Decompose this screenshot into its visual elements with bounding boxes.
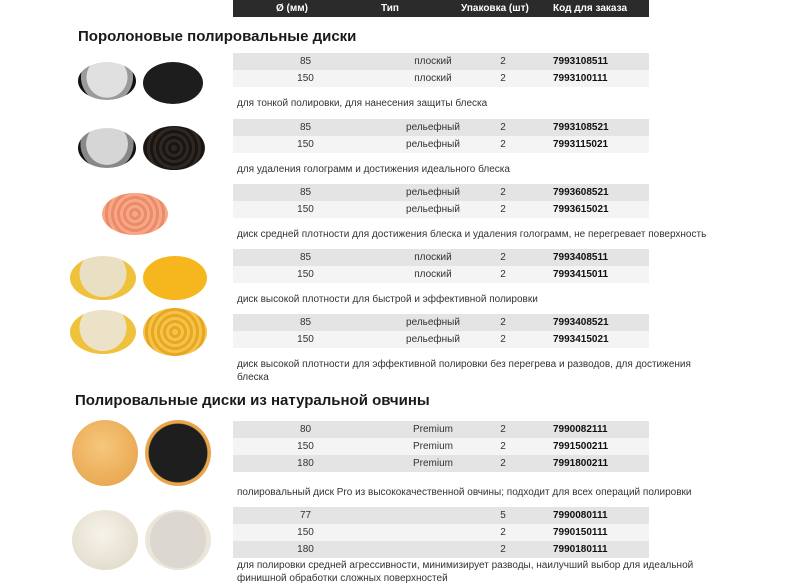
cell-code: 7993415021	[553, 334, 609, 345]
cell-diameter: 80	[299, 424, 312, 435]
table-row	[233, 421, 649, 438]
table-header	[233, 0, 649, 17]
cell-pack: 2	[500, 204, 506, 215]
table-row	[233, 455, 649, 472]
group-description: для тонкой полировки, для нанесения защиты блеска	[237, 98, 488, 109]
table-row	[233, 314, 649, 331]
cell-type: плоский	[414, 73, 452, 84]
cell-pack: 2	[500, 317, 506, 328]
cell-pack: 2	[500, 544, 506, 555]
pad-foam-flat-grey	[78, 62, 136, 100]
cell-pack: 2	[500, 527, 506, 538]
cell-type: рельефный	[406, 122, 460, 133]
cell-pack: 2	[500, 334, 506, 345]
group-description: диск высокой плотности для эффективной полировки без перегрева и разводов, для достижения блеска	[237, 359, 691, 383]
group-description: для полировки средней агрессивности, минимизирует разводы, наилучший выбор для идеальной финишной обработки сложных поверхностей	[237, 560, 694, 584]
cell-type: рельефный	[406, 334, 460, 345]
group-foam-medium	[233, 184, 649, 218]
cell-code: 7993108511	[553, 56, 609, 67]
group-description: диск средней плотности для достижения блеска и удаления голограмм, не перегревает поверхность	[237, 229, 707, 240]
cell-type: рельефный	[406, 317, 460, 328]
pad-foam-waffle-yellow-back	[70, 310, 136, 354]
pad-foam-flat-yellow-back	[70, 256, 136, 300]
section-title-foam: Поролоновые полировальные диски	[78, 28, 357, 45]
pad-foam-waffle-black	[143, 126, 205, 170]
cell-code: 7993415011	[553, 269, 609, 280]
cell-code: 7993608521	[553, 187, 609, 198]
cell-type: рельефный	[406, 187, 460, 198]
group-description: полировальный диск Pro из высококачественной овчины; подходит для всех операций полировки	[237, 487, 692, 498]
cell-diameter: 85	[299, 317, 312, 328]
cell-pack: 2	[500, 458, 506, 469]
cell-code: 7993408521	[553, 317, 609, 328]
group-foam-flat	[233, 53, 649, 87]
cell-type: рельефный	[406, 139, 460, 150]
group-foam-hard-flat	[233, 249, 649, 283]
cell-diameter: 150	[297, 269, 314, 280]
table-row	[233, 136, 649, 153]
table-row	[233, 331, 649, 348]
header-pack: Упаковка (шт)	[461, 3, 529, 14]
cell-diameter: 85	[299, 252, 312, 263]
pad-foam-waffle-orange	[102, 193, 168, 235]
cell-pack: 2	[500, 73, 506, 84]
table-row	[233, 507, 649, 524]
table-row	[233, 53, 649, 70]
cell-diameter: 150	[297, 527, 314, 538]
cell-diameter: 180	[297, 544, 314, 555]
cell-type: плоский	[414, 252, 452, 263]
table-row	[233, 438, 649, 455]
cell-code: 7993108521	[553, 122, 609, 133]
pad-wool-white	[72, 510, 138, 570]
pad-foam-flat-yellow	[143, 256, 207, 300]
cell-code: 7993100111	[553, 73, 608, 84]
cell-diameter: 85	[299, 187, 312, 198]
cell-code: 7991500211	[553, 441, 609, 452]
cell-type: рельефный	[406, 204, 460, 215]
cell-pack: 2	[500, 187, 506, 198]
section-title-wool: Полировальные диски из натуральной овчины	[75, 392, 430, 409]
cell-code: 7993115021	[553, 139, 609, 150]
cell-diameter: 85	[299, 56, 312, 67]
group-foam-waffle	[233, 119, 649, 153]
group-foam-hard-waffle	[233, 314, 649, 348]
cell-code: 7993408511	[553, 252, 609, 263]
cell-pack: 2	[500, 56, 506, 67]
pad-foam-flat-black	[143, 62, 203, 104]
cell-pack: 2	[500, 441, 506, 452]
cell-code: 7990080111	[553, 510, 608, 521]
group-wool-medium	[233, 507, 649, 558]
table-row	[233, 119, 649, 136]
cell-type: Premium	[412, 458, 453, 469]
pad-wool-orange-back	[145, 420, 211, 486]
cell-pack: 2	[500, 424, 506, 435]
cell-pack: 2	[500, 269, 506, 280]
cell-type: Premium	[412, 424, 453, 435]
header-code: Код для заказа	[553, 3, 628, 14]
table-row	[233, 524, 649, 541]
table-row	[233, 249, 649, 266]
pad-wool-white-back	[145, 510, 211, 570]
cell-pack: 5	[500, 510, 506, 521]
cell-pack: 2	[500, 122, 506, 133]
table-row	[233, 201, 649, 218]
pad-foam-waffle-grey	[78, 128, 136, 168]
cell-code: 7990180111	[553, 544, 608, 555]
header-type: Тип	[381, 3, 399, 14]
cell-diameter: 150	[297, 139, 314, 150]
cell-diameter: 150	[297, 334, 314, 345]
cell-diameter: 150	[297, 204, 314, 215]
cell-diameter: 150	[297, 73, 314, 84]
pad-foam-waffle-yellow	[143, 308, 207, 356]
cell-diameter: 85	[299, 122, 312, 133]
cell-pack: 2	[500, 139, 506, 150]
group-description: диск высокой плотности для быстрой и эффективной полировки	[237, 294, 538, 305]
cell-type: плоский	[414, 269, 452, 280]
cell-diameter: 180	[297, 458, 314, 469]
group-wool-premium	[233, 421, 649, 472]
cell-code: 7991800211	[553, 458, 609, 469]
cell-code: 7990150111	[553, 527, 608, 538]
table-row	[233, 70, 649, 87]
cell-diameter: 150	[297, 441, 314, 452]
table-row	[233, 266, 649, 283]
pad-wool-orange	[72, 420, 138, 486]
table-row	[233, 184, 649, 201]
group-description: для удаления голограмм и достижения идеального блеска	[237, 164, 510, 175]
cell-code: 7993615021	[553, 204, 609, 215]
header-diameter: Ø (мм)	[276, 3, 309, 14]
cell-code: 7990082111	[553, 424, 608, 435]
cell-type: плоский	[414, 56, 452, 67]
table-row	[233, 541, 649, 558]
cell-diameter: 77	[299, 510, 312, 521]
cell-pack: 2	[500, 252, 506, 263]
cell-type: Premium	[412, 441, 453, 452]
